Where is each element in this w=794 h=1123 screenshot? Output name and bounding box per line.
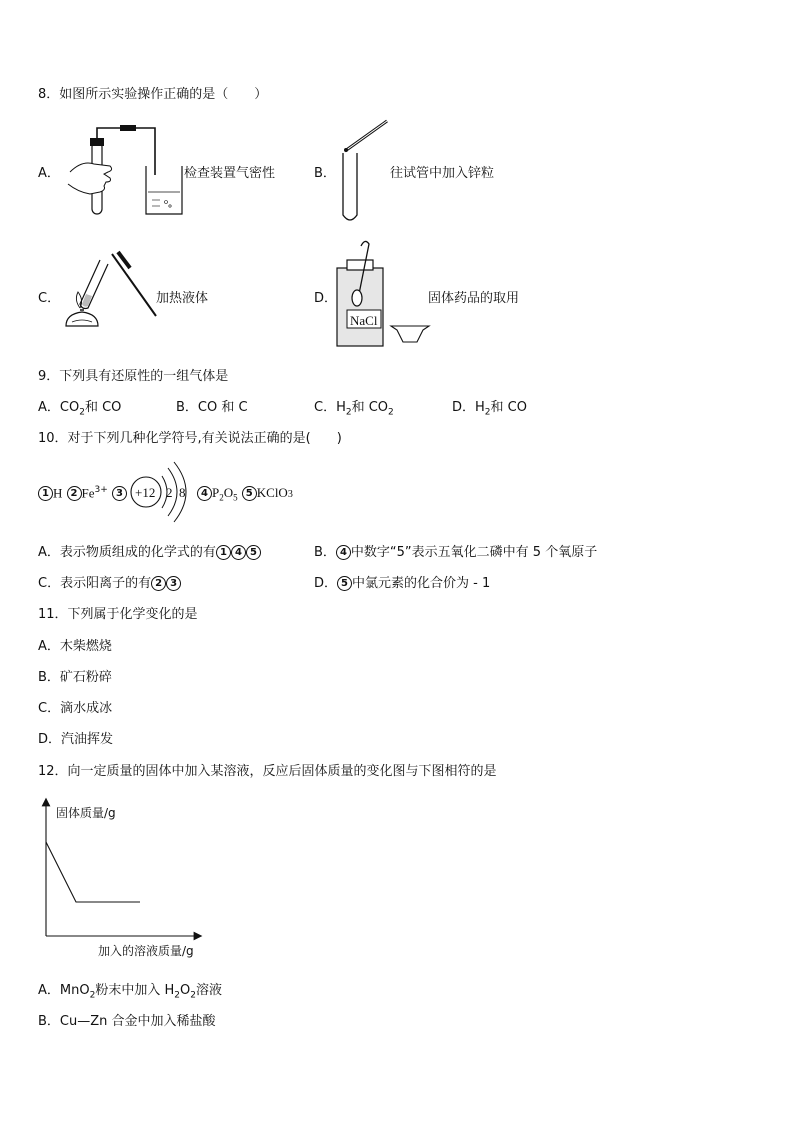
q12-option-a: A．MnO$_2$粉末中加入 $H_2O_2$溶液 <box>38 983 222 1001</box>
airtightness-check-illustration <box>60 120 190 220</box>
q8-option-d-letter: D． <box>314 291 338 306</box>
q12-option-b: B．Cu—Zn 合金中加入稀盐酸 <box>38 1014 216 1029</box>
graph-y-label: 固体质量/g <box>56 806 116 820</box>
q12-stem: 12．向一定质量的固体中加入某溶液，反应后固体质量的变化图与下图相符的是 <box>38 764 497 779</box>
q10-option-c: C．表示阳离子的有 2 3 <box>38 572 181 591</box>
graph-x-label: 加入的溶液质量/g <box>98 944 194 958</box>
add-zinc-illustration <box>335 115 395 225</box>
nacl-label: NaCl <box>350 313 378 328</box>
q9-option-b: B．CO 和 C <box>176 400 248 415</box>
q9-option-d: D．$H_2$和 CO <box>452 400 527 418</box>
q8-option-b-text: 往试管中加入锌粒 <box>390 166 495 181</box>
q8-option-c-text: 加热液体 <box>156 291 209 306</box>
electron-shell-1: 2 <box>166 485 173 500</box>
electron-shell-2: 8 <box>179 485 186 500</box>
q8-option-a-letter: A． <box>38 166 60 181</box>
circled-num: 3 <box>112 486 127 501</box>
circled-num: 2 <box>67 486 82 501</box>
circled-num: 1 <box>38 486 53 501</box>
q8-stem: 8．如图所示实验操作正确的是（ ） <box>38 87 268 102</box>
circled-num: 4 <box>197 486 212 501</box>
q11-option-d: D．汽油挥发 <box>38 732 114 747</box>
q8-option-a-text: 检查装置气密性 <box>184 166 276 181</box>
circled-num: 5 <box>242 486 257 501</box>
q10-stem: 10．对于下列几种化学符号,有关说法正确的是( ) <box>38 431 342 446</box>
q11-option-c: C．滴水成冰 <box>38 701 113 716</box>
q11-stem: 11．下列属于化学变化的是 <box>38 607 198 622</box>
q8-option-d-text: 固体药品的取用 <box>428 291 520 306</box>
q11-option-b: B．矿石粉碎 <box>38 670 112 685</box>
heat-liquid-illustration <box>60 248 165 338</box>
q9-stem: 9．下列具有还原性的一组气体是 <box>38 369 229 384</box>
q8-option-b-letter: B． <box>314 166 336 181</box>
q10-option-a: A．表示物质组成的化学式的有 1 4 5 <box>38 541 261 560</box>
q10-symbols-row: 1 H 2 $Fe^{3+}$ 3 <box>38 485 127 501</box>
nucleus-charge: +12 <box>135 485 156 500</box>
mass-curve <box>46 842 140 902</box>
q11-option-a: A．木柴燃烧 <box>38 639 112 654</box>
q8-option-c-letter: C． <box>38 291 61 306</box>
q10-option-b: B． 4 中数字“5”表示五氧化二磷中有 5 个氧原子 <box>314 545 598 560</box>
q9-option-c: C．$H_2$和 $CO_2$ <box>314 400 394 418</box>
q10-symbols-row-2: 4 $P_2O_5$ 5 KClO3 <box>197 485 293 503</box>
q10-option-d: D． 5 中氯元素的化合价为 - 1 <box>314 576 491 591</box>
q9-option-a: A．$CO_2$和 CO <box>38 400 122 418</box>
solid-reagent-illustration <box>335 238 435 350</box>
